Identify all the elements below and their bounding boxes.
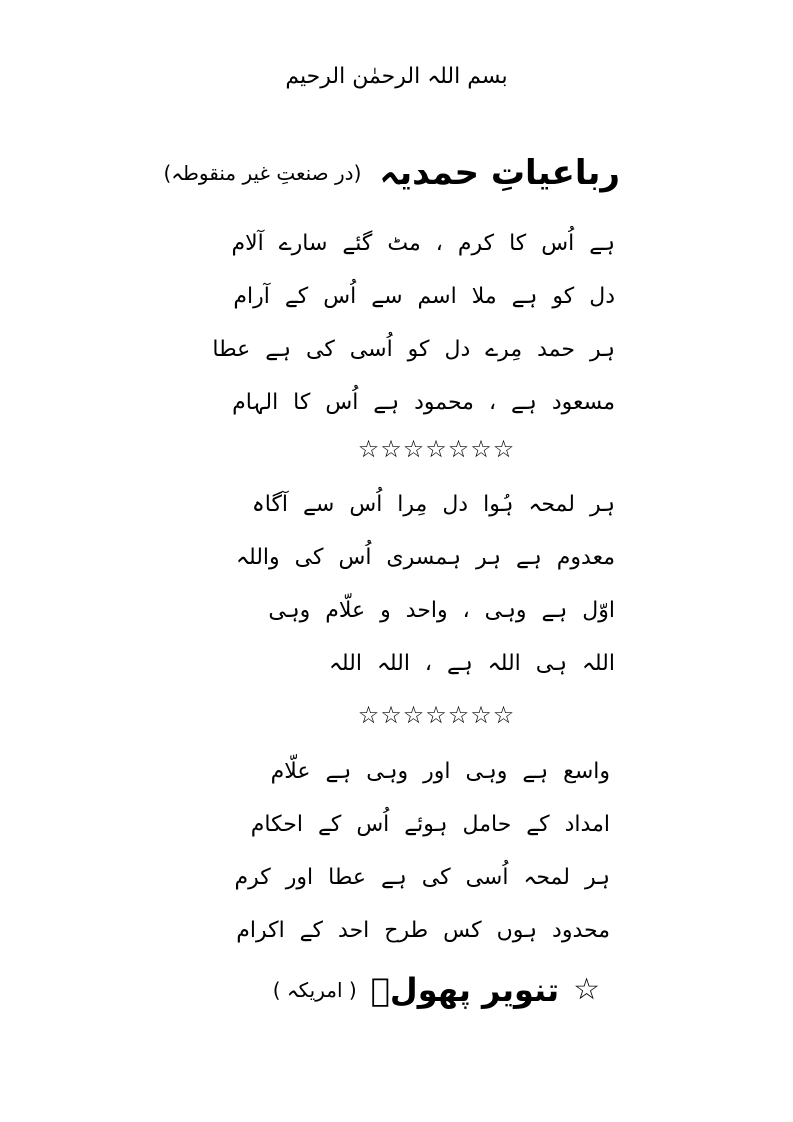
verse-line: ہر لمحہ اُسی کی ہے عطا اور کرم <box>234 865 610 890</box>
star-separator: ☆☆☆☆☆☆☆ <box>357 701 516 729</box>
poet-location: ( امریکہ ) <box>272 978 357 1002</box>
verse-line: ہر حمد مِرے دل کو اُسی کی ہے عطا <box>212 337 615 362</box>
stanza-3 <box>234 750 610 962</box>
poet-name: تنویر پھولؔ <box>370 971 560 1009</box>
verse-line: واسع ہے وہی اور وہی ہے علّام <box>270 759 610 784</box>
stanza-1 <box>212 222 615 434</box>
verse-line: اللہ ہی اللہ ہے ، اللہ اللہ <box>328 651 615 676</box>
verse-line: ہے اُس کا کرم ، مٹ گئے سارے آلام <box>231 231 615 256</box>
verse-line: ہر لمحہ ہُوا دل مِرا اُس سے آگاہ <box>251 492 615 517</box>
verse-line: امداد کے حامل ہوئے اُس کے احکام <box>250 812 610 837</box>
bismillah-heading: بسم اللہ الرحمٰن الرحیم <box>285 64 508 89</box>
poem-title <box>163 148 620 198</box>
star-icon: ☆ <box>573 972 600 1007</box>
verse-line: دل کو ہے ملا اسم سے اُس کے آرام <box>233 284 615 309</box>
star-separator: ☆☆☆☆☆☆☆ <box>357 435 516 463</box>
title-subtitle: (در صنعتِ غیر منقوطہ) <box>163 161 362 185</box>
stanza-2 <box>236 483 615 695</box>
verse-line: معدوم ہے ہر ہمسری اُس کی واللہ <box>236 545 615 570</box>
verse-line: مسعود ہے ، محمود ہے اُس کا الہام <box>232 390 615 415</box>
title-main: رباعیاتِ حمدیہ <box>379 153 620 193</box>
poet-signature <box>272 962 600 1018</box>
verse-line: اوّل ہے وہی ، واحد و علّام وہی <box>268 598 615 623</box>
verse-line: محدود ہوں کس طرح احد کے اکرام <box>236 918 610 943</box>
